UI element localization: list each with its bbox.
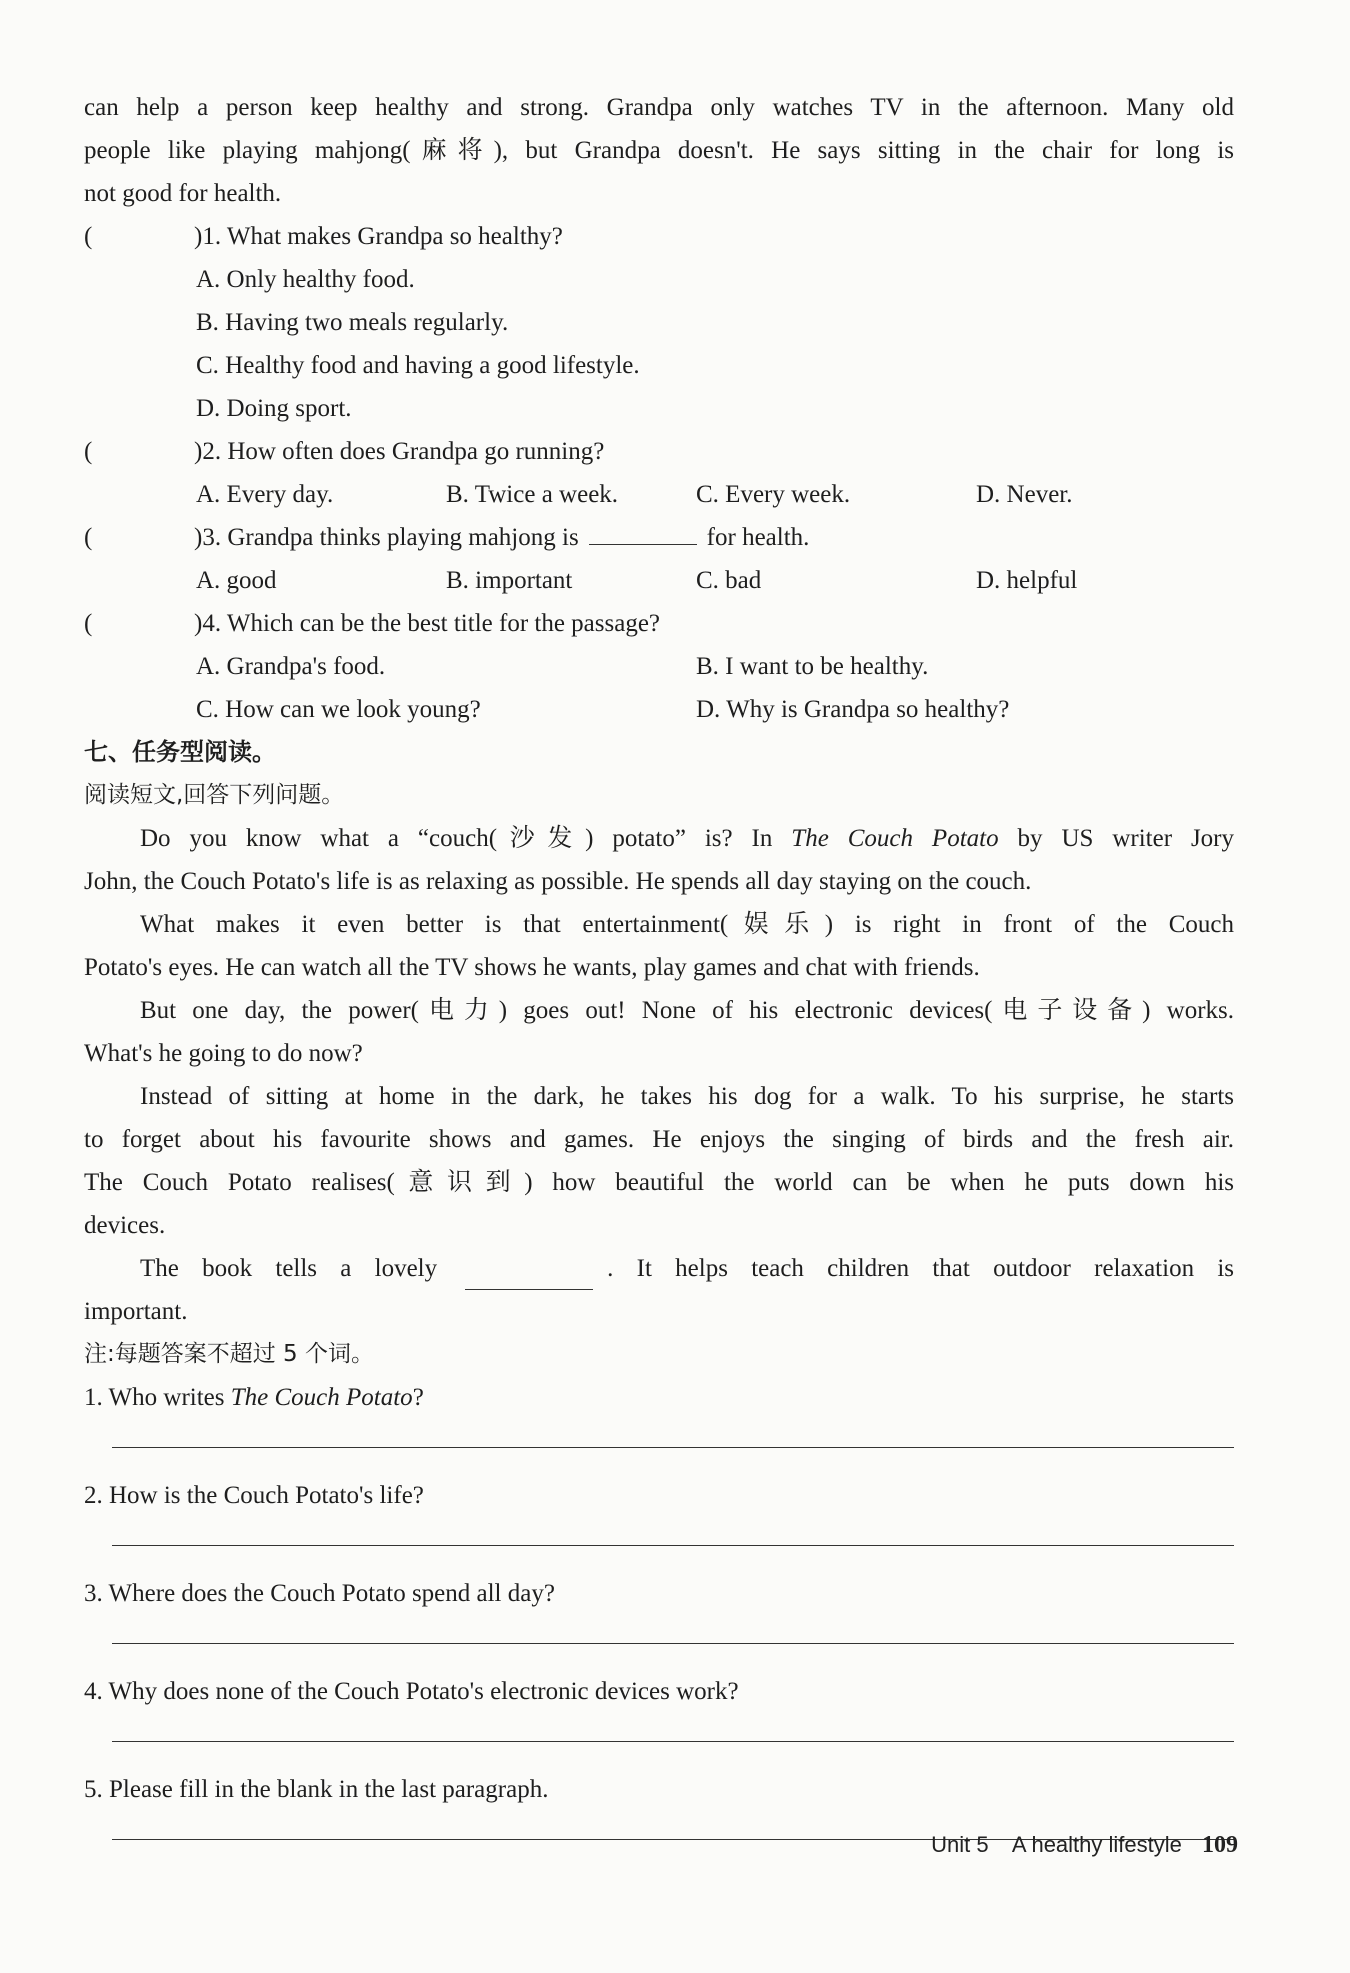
note: 注:每题答案不超过 5 个词。 xyxy=(84,1341,375,1367)
question-text: )1. What makes Grandpa so healthy? xyxy=(194,223,563,250)
option: C. bad xyxy=(696,567,762,594)
answer-paren[interactable]: ( xyxy=(84,438,93,465)
short-question: 3. Where does the Couch Potato spend all day? xyxy=(84,1580,555,1607)
mc-question-2 xyxy=(84,430,1234,516)
short-question: 4. Why does none of the Couch Potato's electronic devices work? xyxy=(84,1678,739,1705)
mc-question-4 xyxy=(84,602,1234,731)
short-answer-questions xyxy=(84,1376,1234,1840)
option: C. Every week. xyxy=(696,481,851,508)
option: D. Doing sport. xyxy=(196,395,352,422)
passage-line: can help a person keep healthy and strong. Grandpa only watches TV in the afternoon. Many old xyxy=(84,94,1234,121)
passage-line: The book tells a lovely . It helps teach children that outdoor relaxation is xyxy=(84,1247,1234,1290)
question-text-end: for health. xyxy=(706,524,810,551)
passage-line: Potato's eyes. He can watch all the TV shows he wants, play games and chat with friends. xyxy=(84,954,980,981)
short-question: 1. Who writes The Couch Potato? xyxy=(84,1384,424,1411)
answer-line[interactable] xyxy=(112,1529,1234,1546)
passage-line: What makes it even better is that entertainment(娱乐) is right in front of the Couch xyxy=(140,911,1234,938)
answer-paren[interactable]: ( xyxy=(84,223,93,250)
answer-line[interactable] xyxy=(112,1431,1234,1448)
passage-line: But one day, the power(电力) goes out! None of his electronic devices(电子设备) works. xyxy=(140,997,1234,1024)
option: C. Healthy food and having a good lifestyle. xyxy=(196,352,640,379)
question-text: )2. How often does Grandpa go running? xyxy=(194,438,605,465)
answer-paren[interactable]: ( xyxy=(84,524,93,551)
option: B. Twice a week. xyxy=(446,481,619,508)
question-text: )3. Grandpa thinks playing mahjong is xyxy=(194,524,579,551)
option: B. important xyxy=(446,567,573,594)
section-title: 七、任务型阅读。 xyxy=(84,738,276,766)
section-instruction: 阅读短文,回答下列问题。 xyxy=(84,782,345,808)
passage-blank[interactable] xyxy=(465,1261,593,1290)
option: C. How can we look young? xyxy=(196,696,481,723)
option: B. Having two meals regularly. xyxy=(196,309,509,336)
question-text: )4. Which can be the best title for the passage? xyxy=(194,610,661,637)
option: B. I want to be healthy. xyxy=(696,653,929,680)
mc-question-1 xyxy=(84,215,1234,430)
book-title: The Couch Potato xyxy=(230,1384,413,1411)
answer-line[interactable] xyxy=(112,1725,1234,1742)
passage-line: to forget about his favourite shows and games. He enjoys the singing of birds and the fresh air. xyxy=(84,1126,1234,1153)
passage-line: John, the Couch Potato's life is as relaxing as possible. He spends all day staying on the couch. xyxy=(84,868,1032,895)
passage-line: not good for health. xyxy=(84,180,282,207)
short-question: 2. How is the Couch Potato's life? xyxy=(84,1482,424,1509)
passage-line: people like playing mahjong(麻将), but Grandpa doesn't. He says sitting in the chair for long is xyxy=(84,137,1234,164)
footer-title: A healthy lifestyle xyxy=(1011,1832,1182,1857)
passage-line: important. xyxy=(84,1298,188,1325)
option: D. Never. xyxy=(976,481,1073,508)
short-question: 5. Please fill in the blank in the last paragraph. xyxy=(84,1776,549,1803)
fill-blank[interactable] xyxy=(589,516,697,545)
answer-line[interactable] xyxy=(112,1627,1234,1644)
passage-line: What's he going to do now? xyxy=(84,1040,363,1067)
option: A. good xyxy=(196,567,277,594)
page-content xyxy=(84,86,1234,1866)
answer-paren[interactable]: ( xyxy=(84,610,93,637)
passage-line: The Couch Potato realises(意识到) how beautiful the world can be when he puts down his xyxy=(84,1169,1234,1196)
option: A. Every day. xyxy=(196,481,334,508)
page-footer xyxy=(931,1832,1238,1859)
passage-line: devices. xyxy=(84,1212,166,1239)
passage-line: Instead of sitting at home in the dark, he takes his dog for a walk. To his surprise, he starts xyxy=(140,1083,1234,1110)
option: D. helpful xyxy=(976,567,1078,594)
book-title: The Couch Potato xyxy=(791,825,999,852)
page-number: 109 xyxy=(1202,1832,1238,1858)
passage-line: Do you know what a “couch(沙发) potato” is? In The Couch Potato by US writer Jory xyxy=(140,825,1235,852)
option: A. Only healthy food. xyxy=(196,266,415,293)
reading-passage xyxy=(84,817,1234,1333)
option: A. Grandpa's food. xyxy=(196,653,386,680)
mc-question-3 xyxy=(84,516,1234,602)
footer-unit: Unit 5 xyxy=(931,1832,989,1857)
option: D. Why is Grandpa so healthy? xyxy=(696,696,1010,723)
passage-end xyxy=(84,86,1234,215)
